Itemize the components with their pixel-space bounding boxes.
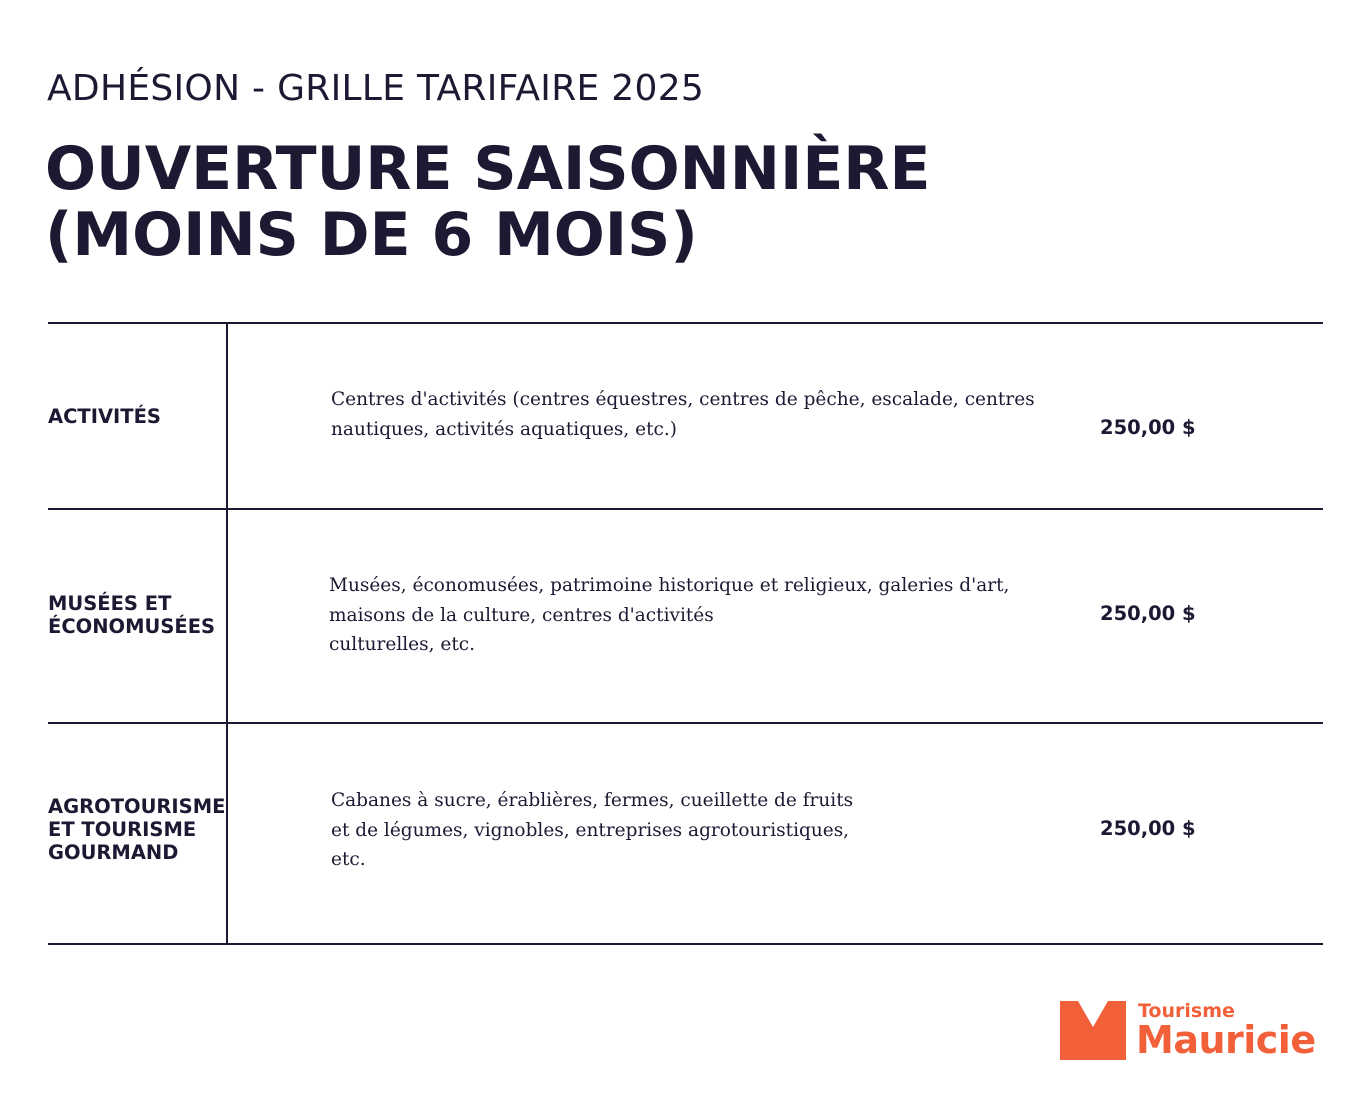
page-subtitle: ADHÉSION - GRILLE TARIFAIRE 2025 — [47, 68, 705, 109]
row-category: MUSÉES ET ÉCONOMUSÉES — [48, 592, 216, 638]
table-divider-2 — [48, 722, 1323, 724]
table-divider-1 — [48, 508, 1323, 510]
table-divider-bottom — [48, 943, 1323, 945]
logo-text-top: Tourisme — [1138, 1000, 1235, 1022]
page-title — [45, 136, 931, 268]
table-column-divider — [226, 323, 228, 944]
row-description: Cabanes à sucre, érablières, fermes, cueillette de fruits et de légumes, vignobles, entreprises agrotouristiques, etc. — [331, 790, 854, 870]
row-price: 250,00 $ — [1100, 602, 1196, 625]
row-price: 250,00 $ — [1100, 416, 1196, 439]
row-category: AGROTOURISME ET TOURISME GOURMAND — [48, 795, 226, 864]
row-description: Centres d'activités (centres équestres, centres de pêche, escalade, centres nautiques, activités aquatiques, etc.) — [331, 389, 1035, 440]
page-title-line-1: OUVERTURE SAISONNIÈRE — [45, 134, 931, 204]
tourisme-mauricie-logo — [1060, 1000, 1330, 1062]
logo-mark-icon — [1060, 1001, 1126, 1061]
table-divider-top — [48, 322, 1323, 324]
logo-text-main: Mauricie — [1136, 1018, 1316, 1062]
page-title-line-2: (MOINS DE 6 MOIS) — [45, 200, 698, 270]
row-price: 250,00 $ — [1100, 817, 1196, 840]
row-category: ACTIVITÉS — [48, 405, 161, 428]
row-description: Musées, économusées, patrimoine historique et religieux, galeries d'art, maisons de la culture, centres d'activités culturelles, etc. — [329, 575, 1010, 655]
